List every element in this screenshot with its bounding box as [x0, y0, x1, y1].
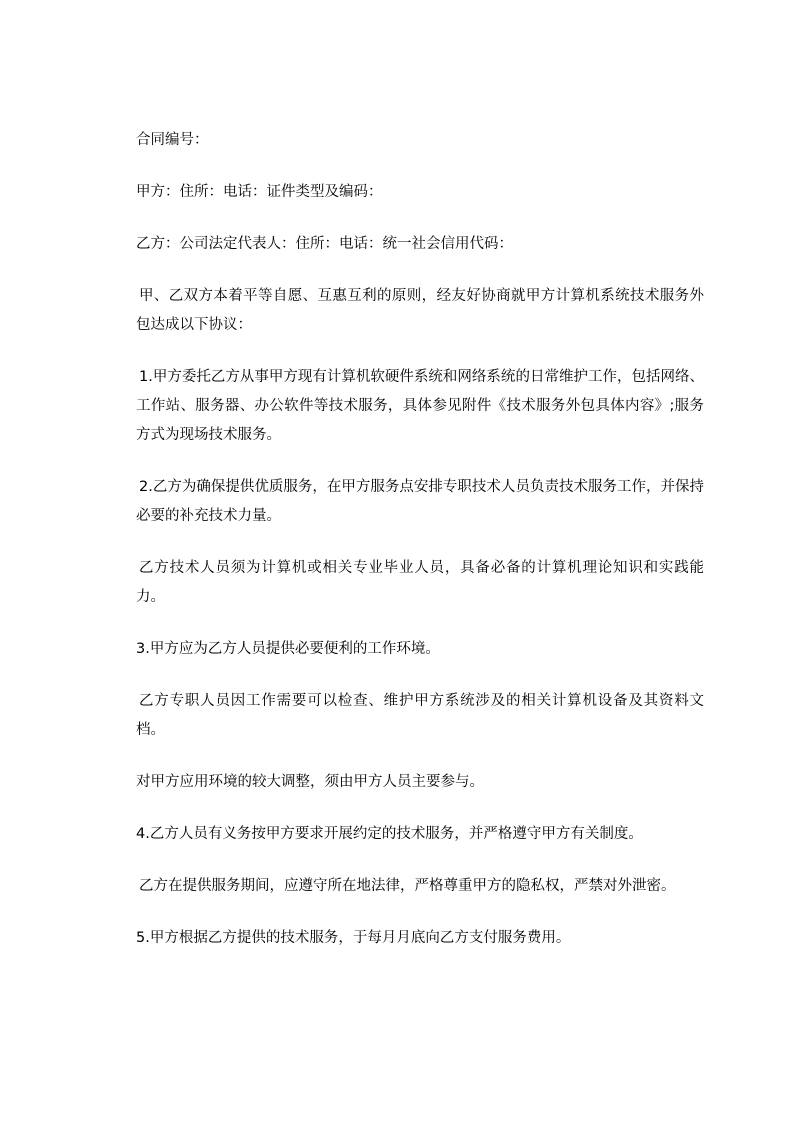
- clause-3-environment-adjustment: 对甲方应用环境的较大调整，须由甲方人员主要参与。: [136, 774, 484, 790]
- clause-4: 4.乙方人员有义务按甲方要求开展约定的技术服务，并严格遵守甲方有关制度。: [136, 826, 643, 842]
- party-b-info: 乙方：公司法定代表人：住所：电话：统一社会信用代码：: [136, 236, 513, 252]
- clause-1: 1.甲方委托乙方从事甲方现有计算机软硬件系统和网络系统的日常维护工作，包括网络、工作站、服务器、办公软件等技术服务，具体参见附件《技术服务外包具体内容》;服务方式为现场技术服务。: [136, 369, 704, 443]
- clause-2: 2.乙方为确保提供优质服务，在甲方服务点安排专职技术人员负责技术服务工作，并保持必要的补充技术力量。: [136, 479, 704, 524]
- clause-2-staff-requirement: 乙方技术人员须为计算机或相关专业毕业人员，具备必备的计算机理论知识和实践能力。: [136, 560, 704, 605]
- agreement-preamble: 甲、乙双方本着平等自愿、互惠互利的原则，经友好协商就甲方计算机系统技术服务外包达成以下协议：: [136, 288, 704, 333]
- clause-4-confidentiality: 乙方在提供服务期间，应遵守所在地法律，严格尊重甲方的隐私权，严禁对外泄密。: [139, 878, 676, 894]
- clause-5: 5.甲方根据乙方提供的技术服务，于每月月底向乙方支付服务费用。: [136, 930, 571, 946]
- clause-3-equipment-access: 乙方专职人员因工作需要可以检查、维护甲方系统涉及的相关计算机设备及其资料文档。: [136, 693, 704, 738]
- contract-body: [136, 126, 704, 976]
- contract-number-line: 合同编号：: [136, 132, 209, 148]
- party-a-info: 甲方：住所：电话：证件类型及编码：: [136, 184, 383, 200]
- clause-3: 3.甲方应为乙方人员提供必要便利的工作环境。: [136, 641, 440, 657]
